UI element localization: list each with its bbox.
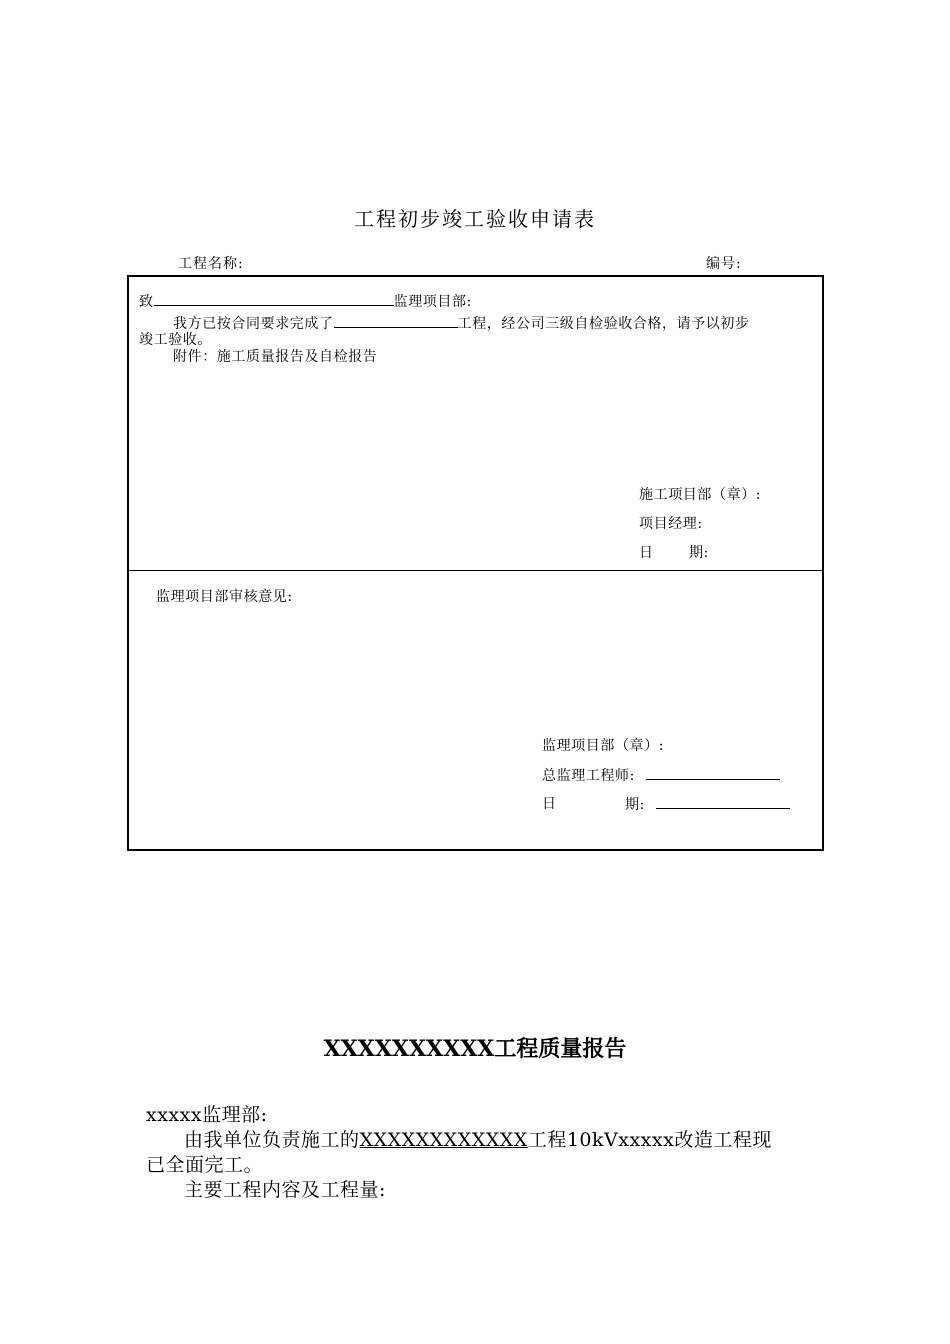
review-opinion-label: 监理项目部审核意见:: [156, 589, 293, 605]
chief-engineer-label: 总监理工程师:: [542, 768, 635, 784]
supervisor-date-blank[interactable]: [656, 793, 790, 809]
to-prefix: 致: [139, 294, 154, 310]
report-project-name: XXXXXXXXXXXX: [359, 1129, 528, 1151]
application-form-box: [127, 275, 824, 851]
supervisor-name-blank[interactable]: [154, 290, 394, 306]
body-line-2: 竣工验收。: [139, 332, 212, 348]
report-paragraph-1: [184, 1125, 772, 1152]
contractor-seal-label: 施工项目部（章）:: [639, 487, 762, 503]
chief-engineer-blank[interactable]: [646, 764, 780, 780]
report-title: XXXXXXXXXX工程质量报告: [323, 1036, 627, 1062]
form-title: 工程初步竣工验收申请表: [354, 207, 596, 231]
report-p1-a: 由我单位负责施工的: [184, 1129, 360, 1151]
report-addressee: xxxxx监理部:: [146, 1104, 268, 1126]
project-blank[interactable]: [334, 312, 458, 328]
to-suffix: 监理项目部:: [393, 294, 472, 310]
supervisor-seal-label: 监理项目部（章）:: [542, 738, 665, 754]
serial-number-label: 编号:: [706, 256, 742, 272]
supervisor-date-label: 期:: [625, 797, 645, 813]
section-divider: [129, 570, 822, 571]
project-name-label: 工程名称:: [178, 256, 244, 272]
body-text-a: 我方已按合同要求完成了: [173, 316, 334, 332]
chief-engineer-row: [542, 764, 780, 785]
addressee-line: [139, 290, 472, 311]
report-paragraph-2: 主要工程内容及工程量:: [184, 1179, 386, 1201]
date-label-b: 期:: [689, 545, 709, 561]
body-text-b: 工程，经公司三级自检验收合格，请予以初步: [457, 316, 750, 332]
report-paragraph-1-line2: 已全面完工。: [146, 1154, 264, 1176]
supervisor-date-a: 日: [542, 796, 557, 812]
project-manager-label: 项目经理:: [639, 516, 703, 532]
date-label-a: 日: [639, 545, 654, 561]
supervisor-date-row: [625, 793, 790, 814]
report-p1-b: 工程10kVxxxxx改造工程现: [527, 1129, 772, 1151]
attachment-line: 附件：施工质量报告及自检报告: [173, 349, 378, 365]
body-line-1: [173, 312, 750, 333]
